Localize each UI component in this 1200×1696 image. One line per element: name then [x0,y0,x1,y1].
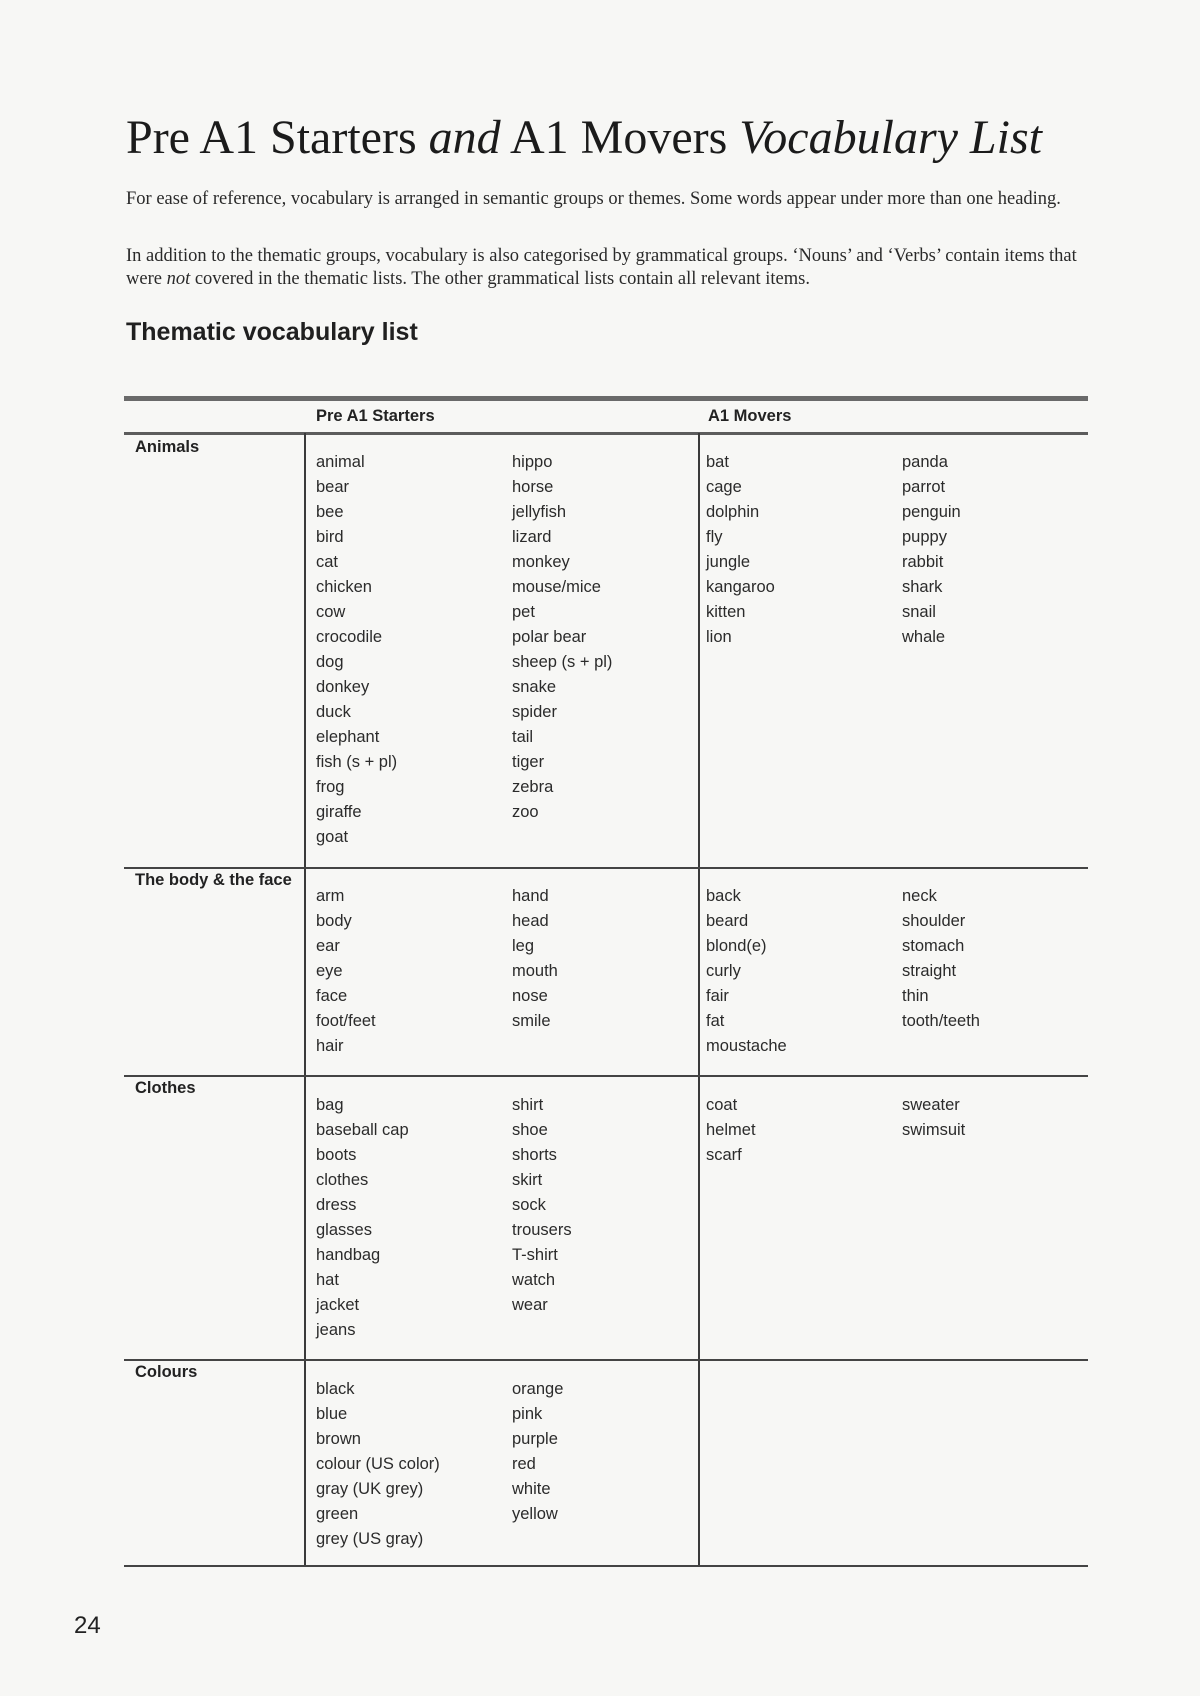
word-item: shorts [512,1146,557,1164]
movers-word-column [706,450,775,650]
word-item: zebra [512,778,554,796]
starters-word-column [512,1093,572,1318]
movers-word-column [706,1093,756,1168]
group-separator-rule [124,1565,1088,1567]
group-separator-rule [124,1075,1088,1077]
word-item: goat [316,828,349,846]
intro2-part-2: not [166,269,191,289]
word-item: jellyfish [512,503,567,521]
word-item: ear [316,937,340,955]
word-item: arm [316,887,345,905]
word-item: eye [316,962,343,980]
word-item: zoo [512,803,539,821]
page-number: 24 [74,1612,101,1639]
group-label: Clothes [135,1079,196,1097]
word-item: skirt [512,1171,543,1189]
word-item: polar bear [512,628,587,646]
word-item: monkey [512,553,570,571]
word-item: cage [706,478,742,496]
word-item: curly [706,962,741,980]
word-item: bee [316,503,344,521]
word-item: brown [316,1430,361,1448]
column-divider-2 [698,433,700,1566]
word-item: boots [316,1146,357,1164]
starters-word-column [512,884,558,1034]
word-item: snail [902,603,936,621]
word-item: jacket [316,1296,360,1314]
word-item: snake [512,678,557,696]
title-part-1: Pre A1 Starters [126,111,429,164]
word-item: watch [512,1271,556,1289]
word-item: cat [316,553,339,571]
word-item: clothes [316,1171,369,1189]
word-item: shoe [512,1121,548,1139]
word-item: sheep (s + pl) [512,653,613,671]
word-item: jeans [316,1321,356,1339]
word-item: nose [512,987,548,1005]
word-item: leg [512,937,535,955]
word-item: baseball cap [316,1121,409,1139]
movers-word-column [902,1093,965,1143]
word-item: mouth [512,962,558,980]
word-item: purple [512,1430,558,1448]
word-item: beard [706,912,749,930]
word-item: swimsuit [902,1121,966,1139]
word-item: cow [316,603,346,621]
word-item: handbag [316,1246,381,1264]
word-item: pink [512,1405,543,1423]
word-item: rabbit [902,553,944,571]
word-item: trousers [512,1221,572,1239]
word-item: elephant [316,728,380,746]
intro-paragraph-1: For ease of reference, vocabulary is arranged in semantic groups or themes. Some words appear under more than one heading. [126,189,1061,209]
word-item: face [316,987,348,1005]
word-item: helmet [706,1121,756,1139]
word-item: horse [512,478,554,496]
word-item: spider [512,703,557,721]
group-label: The body & the face [135,871,292,889]
word-item: lion [706,628,732,646]
word-item: hat [316,1271,339,1289]
word-item: black [316,1380,355,1398]
word-item: smile [512,1012,551,1030]
word-item: orange [512,1380,564,1398]
word-item: kangaroo [706,578,775,596]
word-item: hair [316,1037,344,1055]
column-header-starters: Pre A1 Starters [316,407,435,425]
word-item: dolphin [706,503,760,521]
word-item: hand [512,887,549,905]
movers-word-column [902,884,980,1034]
word-item: duck [316,703,351,721]
word-item: puppy [902,528,947,546]
starters-word-column [512,450,612,825]
title-part-2: and [428,111,501,164]
word-item: straight [902,962,957,980]
intro2-part-3: covered in the thematic lists. The other grammatical lists contain all relevant items. [190,269,810,289]
word-item: bag [316,1096,344,1114]
word-item: hippo [512,453,553,471]
word-item: tooth/teeth [902,1012,980,1030]
word-item: pet [512,603,535,621]
word-item: tiger [512,753,545,771]
word-item: white [512,1480,551,1498]
word-item: yellow [512,1505,558,1523]
word-item: frog [316,778,345,796]
word-item: bat [706,453,729,471]
starters-word-column [316,450,397,850]
starters-word-column [512,1377,563,1527]
group-label: Animals [135,438,200,456]
word-item: jungle [706,553,751,571]
word-item: T-shirt [512,1246,558,1264]
word-item: kitten [706,603,746,621]
word-item: bear [316,478,350,496]
word-item: tail [512,728,534,746]
word-item: dog [316,653,344,671]
word-item: glasses [316,1221,372,1239]
section-title: Thematic vocabulary list [126,318,418,346]
movers-word-column [706,884,787,1059]
word-item: coat [706,1096,738,1114]
word-item: foot/feet [316,1012,376,1030]
word-item: whale [902,628,946,646]
word-item: mouse/mice [512,578,601,596]
word-item: blond(e) [706,937,767,955]
intro-paragraph-2 [126,245,1086,291]
word-item: sweater [902,1096,960,1114]
table-header-rule [124,432,1088,435]
word-item: penguin [902,503,961,521]
word-item: shark [902,578,943,596]
word-item: green [316,1505,359,1523]
starters-word-column [316,1377,440,1552]
starters-word-column [316,884,376,1059]
page-title [126,112,1042,165]
word-item: fly [706,528,723,546]
word-item: scarf [706,1146,742,1164]
word-item: gray (UK grey) [316,1480,424,1498]
group-separator-rule [124,867,1088,869]
word-item: lizard [512,528,552,546]
movers-word-column [902,450,961,650]
word-item: back [706,887,741,905]
word-item: stomach [902,937,965,955]
group-separator-rule [124,1359,1088,1361]
word-item: parrot [902,478,946,496]
word-item: grey (US gray) [316,1530,424,1548]
word-item: neck [902,887,937,905]
word-item: sock [512,1196,546,1214]
word-item: moustache [706,1037,787,1055]
word-item: crocodile [316,628,383,646]
word-item: panda [902,453,948,471]
title-part-4: Vocabulary List [739,111,1042,164]
word-item: animal [316,453,365,471]
word-item: head [512,912,549,930]
word-item: body [316,912,352,930]
word-item: wear [512,1296,548,1314]
intro2-part-1: In addition to the thematic groups, vocabulary is also categorised by grammatical groups. ‘Nouns’ and ‘Verbs’ contain items that were [126,246,1077,289]
word-item: thin [902,987,929,1005]
column-divider-1 [304,433,306,1566]
word-item: giraffe [316,803,362,821]
word-item: fat [706,1012,725,1030]
word-item: dress [316,1196,357,1214]
word-item: colour (US color) [316,1455,440,1473]
table-top-rule [124,396,1088,401]
column-header-movers: A1 Movers [708,407,792,425]
word-item: shirt [512,1096,544,1114]
title-part-3: A1 Movers [500,111,740,164]
word-item: red [512,1455,536,1473]
word-item: fish (s + pl) [316,753,398,771]
word-item: bird [316,528,344,546]
word-item: fair [706,987,729,1005]
word-item: shoulder [902,912,966,930]
word-item: donkey [316,678,370,696]
word-item: chicken [316,578,372,596]
word-item: blue [316,1405,348,1423]
group-label: Colours [135,1363,198,1381]
starters-word-column [316,1093,409,1343]
